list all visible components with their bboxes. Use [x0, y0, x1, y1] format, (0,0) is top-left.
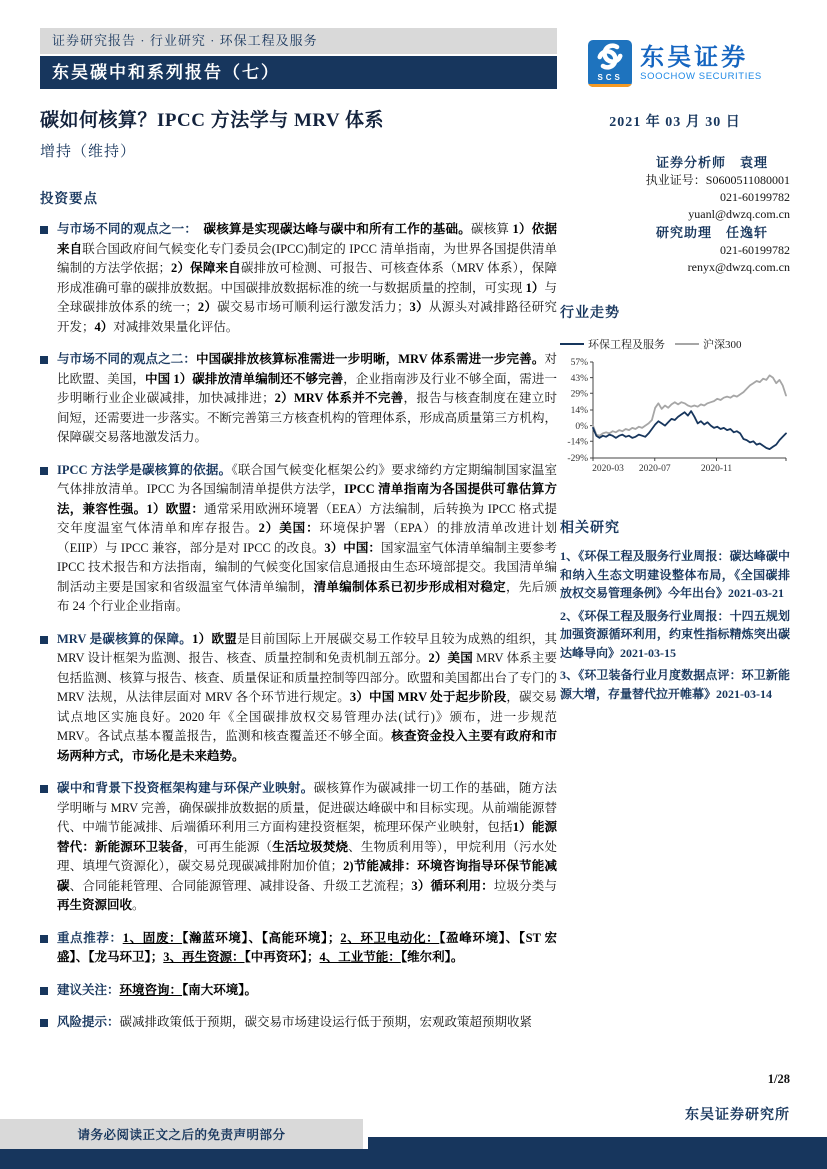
key-points-list [40, 220, 557, 1033]
footer-navy-strip [0, 1149, 827, 1169]
related-research-list [560, 547, 790, 703]
logo-scs-text: SCS [597, 73, 623, 82]
analyst-detail-line: 021-60199782 [720, 190, 790, 204]
key-point-text: IPCC 方法学是碳核算的依据。《联合国气候变化框架公约》要求缔约方定期编制国家温室气体排放清单。IPCC 为各国编制清单提供方法学，IPCC 清单指南为各国提供可靠估算方法，兼容性强。1）欧盟：通常采用欧洲环境署（EEA）方法编制，后转换为 IPCC 格式提交年度温室气体清单和库存报告。2）美国：环境保护署（EPA）的排放清单改进计划（EIIP）与 IPCC 兼容，部分是对 IPCC 的改良。3）中国：国家温室气体清单编制主要参考 IPCC 技术报告和方法指南，编制的气候变化国家信息通报由生态环境部提交。我国清单编制活动主要是国家和省级温室气体清单编制，清单编制体系已初步形成相对稳定，先后颁布 24 个行业企业指南。 [57, 462, 557, 613]
svg-text:29%: 29% [570, 389, 588, 400]
institute-name: 东吴证券研究所 [685, 1108, 790, 1123]
report-category-bar: 证券研究报告 · 行业研究 · 环保工程及服务 [40, 28, 557, 54]
bullet-square-icon [40, 1019, 48, 1027]
sidebar-column [560, 40, 790, 703]
svg-text:43%: 43% [570, 373, 588, 384]
svg-text:-14%: -14% [567, 437, 588, 448]
brand-name-cn: 东吴证券 [640, 45, 749, 71]
analyst-block [560, 153, 790, 276]
key-point-item [40, 1013, 557, 1033]
key-point-item [40, 220, 557, 337]
key-point-item [40, 630, 557, 767]
main-column [40, 28, 557, 1033]
svg-text:57%: 57% [570, 358, 588, 369]
legend-item [675, 336, 742, 352]
related-research-item: 2、《环保工程及服务行业周报：十四五规划加强资源循环利用，约束性指标精炼突出碳达峰导向》2021-03-15 [560, 608, 790, 660]
key-point-text: 碳中和背景下投资框架构建与环保产业映射。碳核算作为碳减排一切工作的基础，随方法学明晰与 MRV 完善，确保碳排放数据的质量，促进碳达峰碳中和目标实现。从前端能源替代、中端节能减排、后端循环利用三方面构建投资框架，梳理环保产业映射，包括1）能源替代：新能源环卫装备，可再生能源（生活垃圾焚烧、生物质利用等），甲烷利用（污水处理、填埋气资源化），碳交易兑现碳减排附加价值；2)节能减排：环境咨询指导环保节能减碳、合同能耗管理、合同能源管理、减排设备、升级工艺流程；3）循环利用：垃圾分类与再生资源回收。 [57, 781, 557, 912]
key-point-item [40, 461, 557, 617]
brand-name-en: SOOCHOW SECURITIES [640, 71, 762, 82]
key-point-text: 重点推荐：1、固废：【瀚蓝环境】、【高能环境】；2、环卫电动化：【盈峰环境】、【ST 宏盛】、【龙马环卫】；3、再生资源：【中再资环】；4、工业节能：【维尔利】。 [57, 930, 557, 964]
brand-logo-mark-icon [588, 40, 632, 87]
related-research-heading: 相关研究 [560, 521, 620, 536]
series-banner: 东吴碳中和系列报告（七） [40, 56, 557, 89]
analyst-role-name: 研究助理 任逸轩 [655, 225, 768, 240]
industry-trend-heading: 行业走势 [560, 306, 620, 321]
svg-text:2020-07: 2020-07 [638, 464, 671, 474]
related-research-item: 3、《环卫装备行业月度数据点评：环卫新能源大增，存量替代拉开帷幕》2021-03-14 [560, 668, 790, 701]
industry-trend-chart [560, 356, 790, 491]
key-point-text: MRV 是碳核算的保障。1）欧盟是目前国际上开展碳交易工作较早且较为成熟的组织，其 MRV 设计框架为监测、报告、核查、质量控制和免责机制五部分。2）美国 MRV 体系主要包括监测、核算与报告、核查、质量保证和质量控制等四部分。欧盟和美国都出台了专门的 MRV 法规，从法律层面对 MRV 各个环节进行规定。3）中国 MRV 处于起步阶段，碳交易试点地区实施良好。2020 年《全国碳排放权交易管理办法(试行)》颁布，进一步规范 MRV。各试点基本覆盖报告，监测和核查覆盖还不够全面。核查资金投入主要有政府和市场两种方式，市场化是未来趋势。 [57, 631, 558, 763]
legend-label: 沪深300 [703, 339, 742, 351]
key-point-text: 与市场不同的观点之二：中国碳排放核算标准需进一步明晰，MRV 体系需进一步完善。对比欧盟、美国，中国 1）碳排放清单编制还不够完善，企业指南涉及行业不够全面，需进一步明晰行业企业碳减排，加快减排进；2）MRV 体系并不完善，报告与核查制度在建立时间短，还需要进一步落实。不断完善第三方核查机构的管理体系，形成高质量第三方机构，保障碳交易落地激发活力。 [57, 352, 558, 444]
page-title: 碳如何核算？IPCC 方法学与 MRV 体系 [40, 110, 385, 131]
swirl-icon [588, 40, 632, 73]
bullet-square-icon [40, 356, 48, 364]
brand-logo-text [640, 45, 762, 82]
bullet-square-icon [40, 636, 48, 644]
line-chart [560, 356, 790, 486]
analyst-role-name: 证券分析师 袁理 [655, 155, 768, 170]
bullet-square-icon [40, 987, 48, 995]
rating-label: 增持（维持） [40, 144, 137, 160]
key-point-item [40, 350, 557, 448]
chart-legend [560, 336, 790, 352]
bullet-square-icon [40, 226, 48, 234]
key-point-text: 建议关注：环境咨询：【南大环境】。 [57, 982, 258, 997]
logo-orange-bar [588, 84, 632, 87]
legend-swatch [675, 343, 699, 345]
disclaimer-bar [0, 1119, 363, 1149]
report-date: 2021 年 03 月 30 日 [609, 115, 741, 130]
brand-logo [560, 40, 790, 87]
key-point-item [40, 981, 557, 1001]
analyst-detail-line: renyx@dwzq.com.cn [687, 260, 790, 274]
svg-text:2020-03: 2020-03 [592, 464, 624, 474]
analyst-detail-line: 021-60199782 [720, 243, 790, 257]
bullet-square-icon [40, 467, 48, 475]
key-point-text: 风险提示：碳减排政策低于预期，碳交易市场建设运行低于预期，宏观政策超预期收紧 [57, 1015, 533, 1029]
disclaimer-text: 请务必阅读正文之后的免责声明部分 [77, 1128, 286, 1142]
page-number: 1/28 [767, 1072, 790, 1086]
bullet-square-icon [40, 935, 48, 943]
svg-text:14%: 14% [570, 406, 588, 417]
key-point-text: 与市场不同的观点之一： 碳核算是实现碳达峰与碳中和所有工作的基础。碳核算 1）依据来自联合国政府间气候变化专门委员会(IPCC)制定的 IPCC 清单指南，为世界各国提供清单编制的方法学依据；2）保障来自碳排放可检测、可报告、可核查体系（MRV 体系），保障形成准确可靠的碳排放数据。中国碳排放数据标准的统一与数据质量的控制，可实现 1）与全球碳排放体系的统一；2）碳交易市场可顺利运行激发活力；3）从源头对减排路径研究开发；4）对减排效果量化评估。 [57, 222, 557, 334]
key-points-heading: 投资要点 [40, 191, 98, 206]
analyst-detail-line: 执业证号：S0600511080001 [645, 173, 790, 187]
key-point-item [40, 779, 557, 916]
svg-text:2020-11: 2020-11 [700, 464, 733, 474]
key-point-item [40, 929, 557, 968]
legend-item [560, 336, 665, 352]
bullet-square-icon [40, 785, 48, 793]
analyst-detail-line: yuanl@dwzq.com.cn [688, 207, 790, 221]
related-research-item: 1、《环保工程及服务行业周报：碳达峰碳中和纳入生态文明建设整体布局，《全国碳排放权交易管理条例》今年出台》2021-03-21 [560, 549, 790, 600]
svg-text:-29%: -29% [567, 454, 588, 465]
legend-label: 环保工程及服务 [588, 339, 665, 351]
svg-text:0%: 0% [575, 421, 588, 432]
legend-swatch [560, 343, 584, 345]
